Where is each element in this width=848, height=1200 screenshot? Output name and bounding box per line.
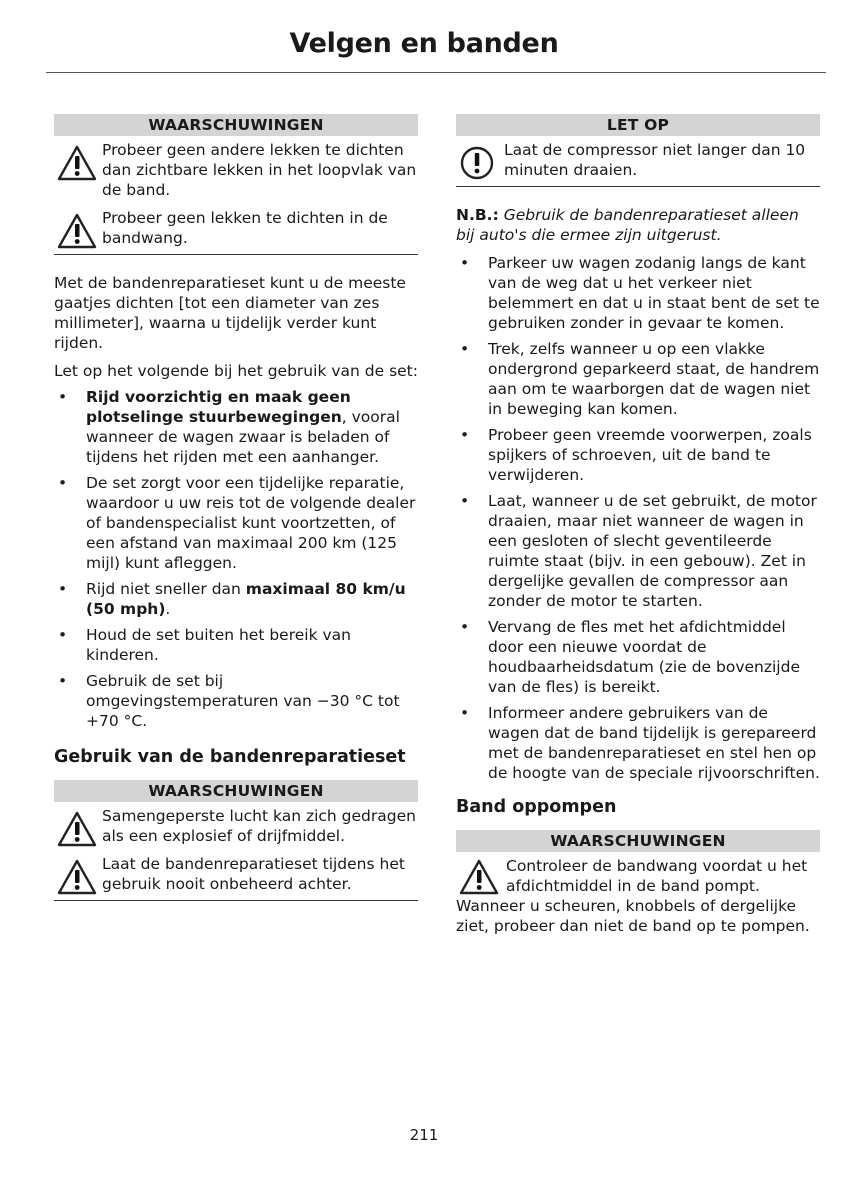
text: Probeer geen vreemde voorwerpen, zoals spijkers of schroeven, uit de band te verwijderen. (488, 426, 812, 484)
warning-item (54, 854, 418, 894)
warning-heading: WAARSCHUWINGEN (456, 830, 820, 852)
text: Informeer andere gebruikers van de wagen dat de band tijdelijk is gerepareerd met de bandenreparatieset en stel hen op de hoogte van de speciale rijvoorschriften. (488, 704, 820, 782)
caution-text: Laat de compressor niet langer dan 10 minuten draaien. (504, 141, 806, 179)
warning-item (456, 856, 820, 936)
warning-text: Probeer geen andere lekken te dichten dan zichtbare lekken in het loopvlak van de band. (102, 141, 417, 199)
list-item (456, 617, 820, 697)
bullet: • (58, 388, 68, 406)
list-item (456, 253, 820, 333)
intro-paragraph: Met de bandenreparatieset kunt u de meeste gaatjes dichten [tot een diameter van zes millimeter], waarna u tijdelijk verder kunt rijden. (54, 274, 406, 352)
list-item (456, 425, 820, 485)
bullet: • (460, 426, 470, 444)
warning-heading: WAARSCHUWINGEN (54, 780, 418, 802)
caution-item (456, 140, 820, 180)
warning-triangle-icon (56, 144, 98, 182)
note-paragraph (456, 205, 820, 245)
warning-triangle-icon (56, 212, 98, 250)
text: Laat, wanneer u de set gebruikt, de motor draaien, maar niet wanneer de wagen in een gesloten of slecht geventileerde ruimte staat (bijv. in een gebouw). Zet in dergelijke gevallen de compressor aan zonder de motor te starten. (488, 492, 817, 610)
warning-item (54, 806, 418, 846)
section-heading: Band oppompen (456, 797, 617, 817)
warning-box (456, 830, 820, 936)
right-column (456, 114, 820, 936)
caution-heading: LET OP (456, 114, 820, 136)
left-column (54, 114, 418, 901)
bold-text: Rijd voorzichtig en maak geen plotselinge stuurbewegingen (86, 388, 351, 426)
bullet: • (58, 474, 68, 492)
page-number: 211 (409, 1126, 439, 1144)
caution-box (456, 114, 820, 187)
instruction-list (456, 253, 820, 783)
bullet: • (460, 704, 470, 722)
text: Vervang de fles met het afdichtmiddel door een nieuwe voordat de houdbaarheidsdatum (zie de bovenzijde van de fles) is bereikt. (488, 618, 800, 696)
bullet: • (58, 580, 68, 598)
bold-text: maximaal 80 km/u (50 mph) (86, 580, 406, 618)
warning-text: Laat de bandenreparatieset tijdens het gebruik nooit onbeheerd achter. (102, 855, 405, 893)
warning-box (54, 780, 418, 901)
warning-item (54, 208, 418, 248)
warning-text: Controleer de bandwang voordat u het afdichtmiddel in de band pompt. Wanneer u scheuren, knobbels of dergelijke ziet, probeer dan niet de band op te pompen. (456, 857, 810, 935)
text: Rijd niet sneller dan (86, 580, 246, 598)
text: Parkeer uw wagen zodanig langs de kant van de weg dat u het verkeer niet belemmert en dat u in staat bent de set te gebruiken zonder in gevaar te komen. (488, 254, 820, 332)
section-heading: Gebruik van de bandenreparatieset (54, 747, 406, 767)
list-item (456, 491, 820, 611)
text: De set zorgt voor een tijdelijke reparatie, waardoor u uw reis tot de volgende dealer of bandenspecialist kunt voortzetten, of een afstand van maximaal 200 km (125 mijl) kunt afleggen. (86, 474, 416, 572)
warning-triangle-icon (56, 810, 98, 848)
bullet: • (460, 254, 470, 272)
text: Trek, zelfs wanneer u op een vlakke ondergrond geparkeerd staat, de handrem aan om te waarborgen dat de wagen niet in beweging kan komen. (488, 340, 820, 418)
note-label: N.B.: (456, 206, 499, 224)
list-item (54, 671, 418, 731)
caution-icon (458, 144, 500, 182)
warning-text: Samengeperste lucht kan zich gedragen als een explosief of drijfmiddel. (102, 807, 416, 845)
warning-triangle-icon (458, 858, 500, 896)
bullet: • (58, 626, 68, 644)
warning-box (54, 114, 418, 255)
note-lead: Let op het volgende bij het gebruik van de set: (54, 362, 418, 380)
warning-triangle-icon (56, 858, 98, 896)
text: Houd de set buiten het bereik van kinderen. (86, 626, 351, 664)
bullet: • (460, 340, 470, 358)
warning-text: Probeer geen lekken te dichten in de bandwang. (102, 209, 388, 247)
list-item (456, 703, 820, 783)
list-item (54, 625, 418, 665)
list-item (54, 579, 418, 619)
note-text: Gebruik de bandenreparatieset alleen bij auto's die ermee zijn uitgerust. (456, 206, 799, 244)
warning-heading: WAARSCHUWINGEN (54, 114, 418, 136)
bullet: • (460, 618, 470, 636)
bullet: • (460, 492, 470, 510)
usage-list (54, 387, 418, 731)
bullet: • (58, 672, 68, 690)
text: . (165, 600, 171, 618)
title-divider (46, 72, 826, 73)
list-item (54, 473, 418, 573)
list-item (54, 387, 418, 467)
warning-item (54, 140, 418, 200)
text: , vooral wanneer de wagen zwaar is beladen of tijdens het rijden met een aanhanger. (86, 408, 400, 466)
page-title: Velgen en banden (289, 28, 559, 59)
text: Gebruik de set bij omgevingstemperaturen van −30 °C tot +70 °C. (86, 672, 400, 730)
list-item (456, 339, 820, 419)
